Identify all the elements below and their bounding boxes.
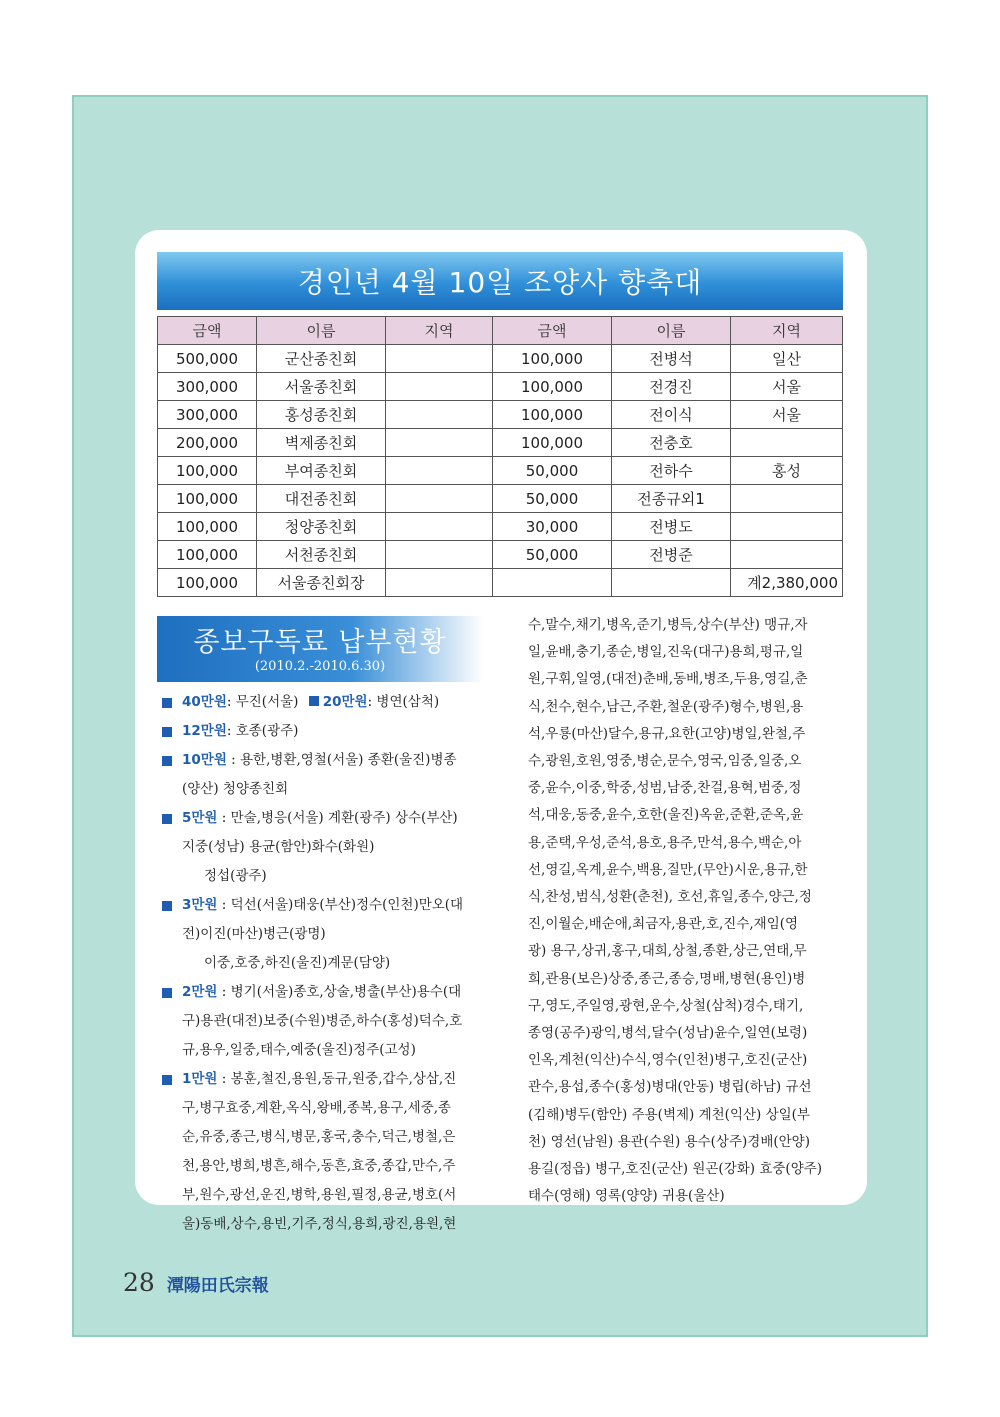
header-name: 이름 [257,317,386,345]
region-cell [386,345,493,373]
donor-text: : 덕선(서울)태웅(부산)정수(인천)만오(대 [217,897,464,913]
donor-text: : 호종(광주) [226,723,299,739]
amount-cell: 200,000 [158,429,257,457]
section-subtitle: (2010.2.-2010.6.30) [254,659,386,674]
donor-line: 식,천수,현수,남근,주환,철운(광주)형수,병원,용 [528,698,804,715]
donor-line: 용길(정읍) 병구,호진(군산) 원곤(강화) 효중(양주) [528,1161,823,1178]
table-row [158,541,843,569]
region-cell [386,513,493,541]
donor-text: : 만술,병응(서울) 계환(광주) 상수(부산) [217,810,458,826]
region-cell [386,541,493,569]
list-item [160,891,485,920]
donor-line: 천) 영선(남원) 용관(수원) 용수(상주)경배(안양) [528,1133,810,1150]
donor-line: 원,구휘,일영,(대전)춘배,동배,병조,두용,영길,춘 [528,671,808,688]
amount-cell [493,569,612,597]
amount-cell: 100,000 [158,513,257,541]
donor-line: 희,관용(보은)상중,종근,종승,명배,병현(용인)병 [528,970,806,987]
donor-line: (김해)병두(함안) 주용(벽제) 계천(익산) 상일(부 [528,1106,810,1123]
region-cell [386,569,493,597]
amount-label: 10만원 [182,752,227,768]
donor-text: : 병연(삼척) [367,694,440,710]
donor-line: 관수,용섭,종수(홍성)병대(안동) 병립(하남) 규선 [528,1079,812,1096]
bullet-square-icon [162,988,172,998]
subscription-list-right [528,612,846,1210]
donor-text: 울)동배,상수,용빈,기주,정식,용희,광진,용원,현 [182,1216,457,1232]
section-title: 종보구독료 납부현황 [193,627,447,658]
list-item [160,717,485,746]
donor-line: 구,영도,주일영,광현,운수,상철(삼척)경수,태기, [528,997,804,1014]
table-row [158,345,843,373]
amount-cell: 30,000 [493,513,612,541]
amount-cell: 300,000 [158,401,257,429]
header-amount: 금액 [493,317,612,345]
amount-cell: 100,000 [158,569,257,597]
subscription-list-left [160,688,485,1239]
header-region: 지역 [386,317,493,345]
bullet-square-icon [162,727,172,737]
name-cell: 홍성종친회 [257,401,386,429]
table-row [158,485,843,513]
amount-label: 40만원 [182,694,227,710]
name-cell: 전하수 [612,457,731,485]
region-cell [731,541,843,569]
donor-line: 광) 용구,상귀,홍구,대희,상철,종환,상근,연태,무 [528,943,807,960]
donor-line: 식,찬성,범식,성환(춘천), 호선,휴일,종수,양근,정 [528,889,812,906]
amount-cell: 500,000 [158,345,257,373]
name-cell: 전병준 [612,541,731,569]
bullet-square-icon [309,696,319,706]
header-name: 이름 [612,317,731,345]
donor-line: 종영(공주)광익,병석,달수(성남)윤수,일연(보령) [528,1025,808,1042]
region-cell [386,429,493,457]
name-cell: 군산종친회 [257,345,386,373]
donor-text: 구)용관(대전)보중(수원)병준,하수(홍성)덕수,호 [182,1013,463,1029]
name-cell: 전병도 [612,513,731,541]
donor-line: 태수(영해) 영록(양양) 귀용(울산) [528,1188,725,1205]
name-cell: 전충호 [612,429,731,457]
header-region: 지역 [731,317,843,345]
amount-cell: 50,000 [493,457,612,485]
amount-cell: 50,000 [493,485,612,513]
name-cell: 서울종친회장 [257,569,386,597]
name-cell: 전경진 [612,373,731,401]
region-cell [731,485,843,513]
bullet-square-icon [162,698,172,708]
list-item [160,978,485,1007]
name-cell: 대전종친회 [257,485,386,513]
donor-line: 일,윤배,충기,종순,병일,진욱(대구)용희,평규,일 [528,644,804,661]
donor-text: 정섭(광주) [204,868,267,884]
name-cell [612,569,731,597]
donor-text: : 봉훈,철진,용원,동규,원중,갑수,상삼,진 [217,1071,457,1087]
amount-label: 3만원 [182,897,218,913]
amount-label: 12만원 [182,723,227,739]
amount-cell: 50,000 [493,541,612,569]
region-cell [386,485,493,513]
name-cell: 부여종친회 [257,457,386,485]
region-cell [386,457,493,485]
amount-cell: 100,000 [493,345,612,373]
amount-cell: 100,000 [493,373,612,401]
donor-line: 중,윤수,이중,학중,성범,남중,찬걸,용혁,범중,정 [528,780,802,797]
donor-line: 진,이월순,배순애,최금자,용관,호,진수,재임(영 [528,916,799,933]
publication-name: 潭陽田氏宗報 [166,1276,269,1296]
table-row [158,401,843,429]
bullet-square-icon [162,1075,172,1085]
list-item [160,1065,485,1094]
name-cell: 서천종친회 [257,541,386,569]
donor-text: 부,원수,광선,운진,병학,용원,필정,용균,병호(서 [182,1187,457,1203]
page-number: 28 [123,1268,155,1297]
amount-label: 5만원 [182,810,218,826]
amount-cell: 100,000 [158,485,257,513]
amount-cell: 100,000 [493,401,612,429]
donor-text: : 용한,병환,영철(서울) 종환(울진)병종 [226,752,457,768]
donor-text: 천,용안,병희,병흔,해수,동흔,효중,종갑,만수,주 [182,1158,456,1174]
amount-cell: 300,000 [158,373,257,401]
region-cell: 서울 [731,401,843,429]
donor-line: 선,영길,옥계,윤수,백용,질만,(무안)시운,용규,한 [528,861,808,878]
amount-label: 20만원 [322,694,368,710]
amount-cell: 100,000 [493,429,612,457]
name-cell: 전병석 [612,345,731,373]
banner-title: 경인년 4월 10일 조양사 향축대 [297,266,703,299]
region-cell: 일산 [731,345,843,373]
donor-line: 용,준택,우성,준석,용호,용주,만석,용수,백순,아 [528,834,802,851]
donor-text: 지중(성남) 용균(함안)화수(화원) [182,839,375,855]
donor-text: : 병기(서울)종호,상술,병출(부산)용수(대 [217,984,462,1000]
donor-line: 석,우룡(마산)달수,용규,요한(고양)병일,완철,주 [528,725,806,742]
list-item [160,688,485,717]
list-item [160,746,485,775]
region-cell [731,513,843,541]
header-amount: 금액 [158,317,257,345]
table-row [158,373,843,401]
donor-text: 전)이진(마산)병근(광명) [182,926,326,942]
donor-text: 규,용우,일중,태수,예중(울진)정주(고성) [182,1042,416,1058]
donor-text: 순,유중,종근,병식,병문,홍국,충수,덕근,병철,은 [182,1129,456,1145]
section-heading [157,616,483,682]
donor-text: 구,병구효중,계환,옥식,왕배,종복,용구,세중,종 [182,1100,452,1116]
region-cell [731,429,843,457]
name-cell: 벽제종친회 [257,429,386,457]
table-row [158,429,843,457]
bullet-square-icon [162,814,172,824]
donation-table [157,316,843,597]
region-cell [386,373,493,401]
table-row-total [158,569,843,597]
name-cell: 전종규외1 [612,485,731,513]
name-cell: 서울종친회 [257,373,386,401]
region-cell: 홍성 [731,457,843,485]
donor-line: 인옥,계천(익산)수식,영수(인천)병구,호진(군산) [528,1052,808,1069]
table-row [158,457,843,485]
donor-text: : 무진(서울) [226,694,299,710]
table-row [158,513,843,541]
total-cell: 계2,380,000 [731,569,843,597]
amount-cell: 100,000 [158,541,257,569]
donor-line: 석,대웅,동중,윤수,호한(울진)옥윤,준환,준옥,윤 [528,807,804,824]
amount-label: 1만원 [182,1071,218,1087]
name-cell: 전이식 [612,401,731,429]
title-banner [157,252,843,310]
donor-text: 이중,호중,하진(울진)계문(담양) [204,955,391,971]
amount-label: 2만원 [182,984,218,1000]
region-cell: 서울 [731,373,843,401]
donor-text: (양산) 청양종친회 [182,781,289,797]
donor-line: 수,말수,채기,병옥,준기,병득,상수(부산) 맹규,자 [528,617,808,633]
page-footer [123,1268,269,1297]
table-header-row [158,317,843,345]
bullet-square-icon [162,901,172,911]
donor-line: 수,광원,호원,영중,병순,문수,영국,임중,일중,오 [528,753,802,770]
bullet-square-icon [162,756,172,766]
amount-cell: 100,000 [158,457,257,485]
region-cell [386,401,493,429]
name-cell: 청양종친회 [257,513,386,541]
list-item [160,804,485,833]
